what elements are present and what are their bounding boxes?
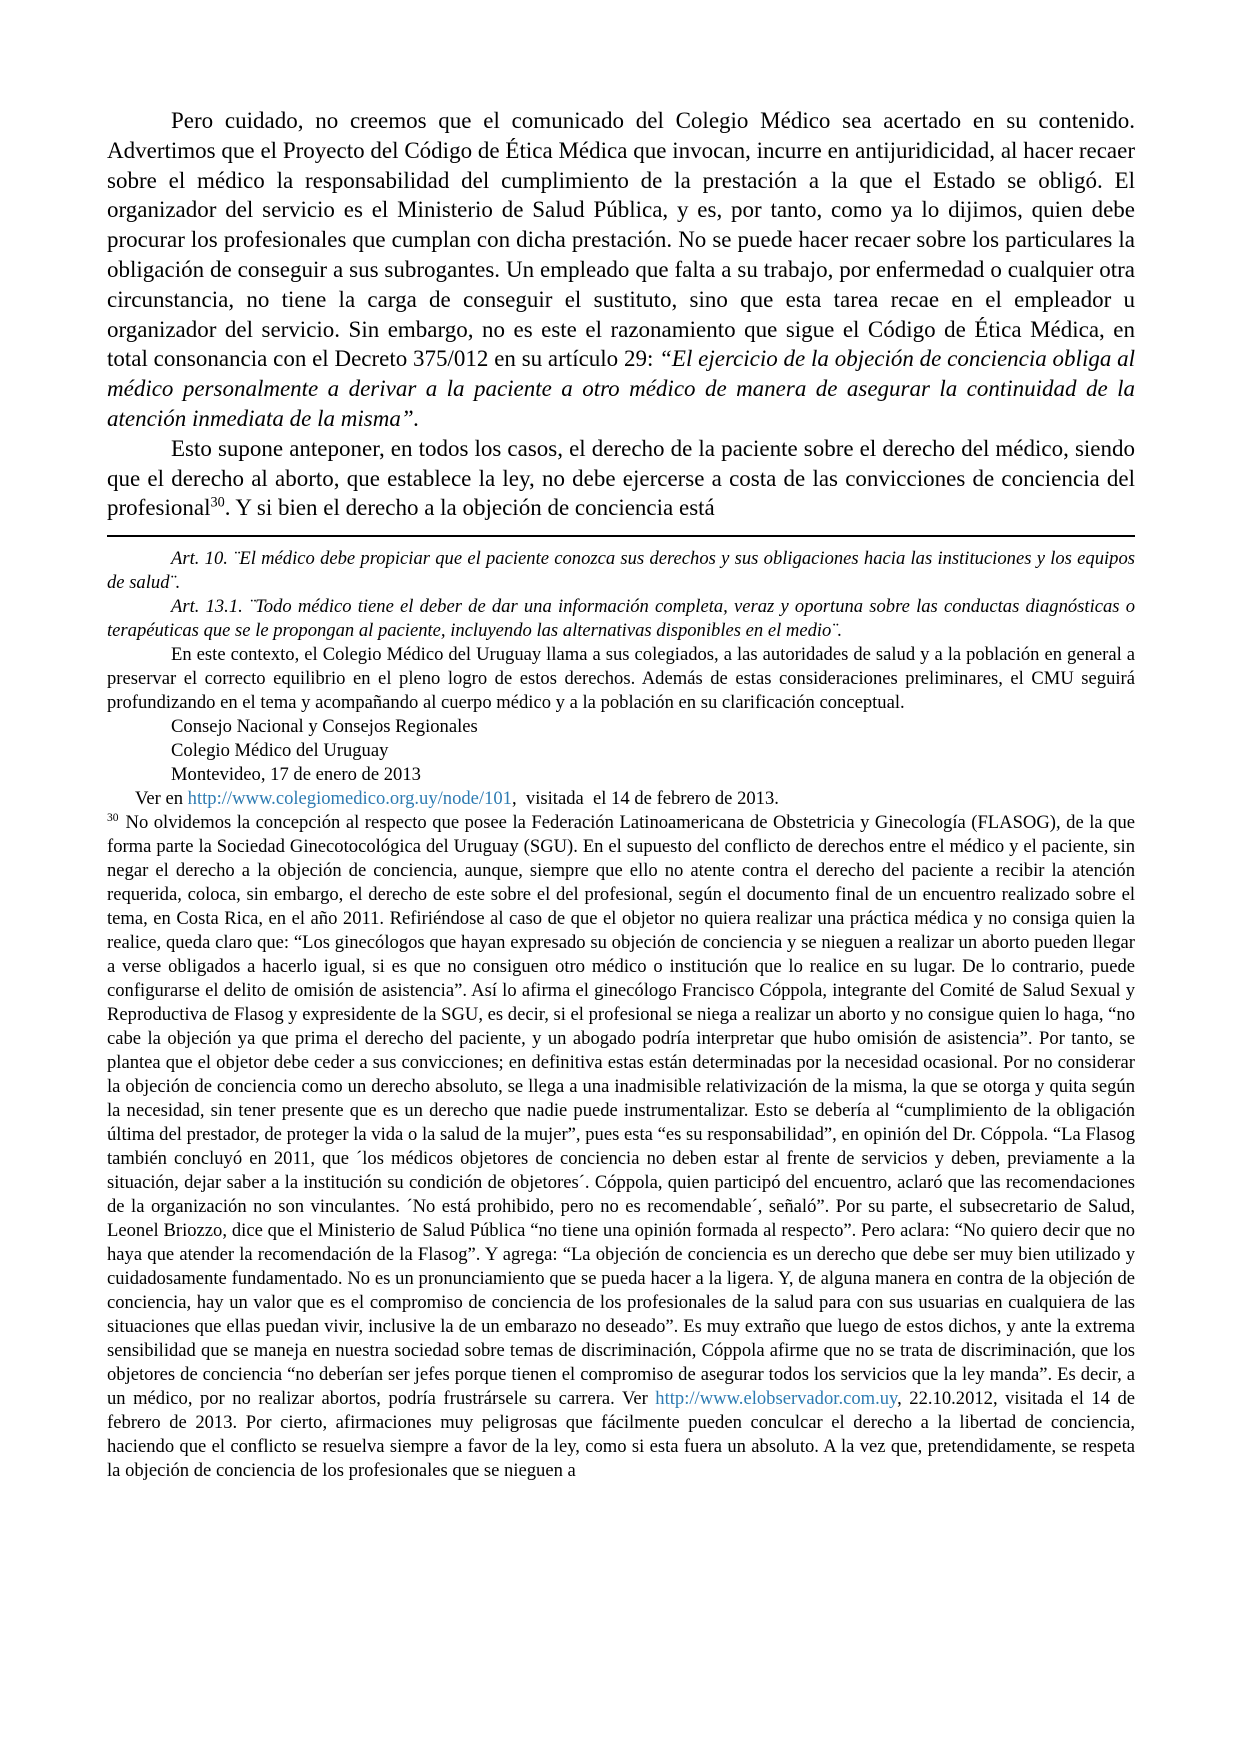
footnote-source-line	[107, 787, 1135, 811]
footnotes-section	[107, 547, 1135, 1483]
footnote-30-text-after: , 22.10.2012, visitada el 14 de febrero de 2013. Por cierto, afirmaciones muy peligrosas que fácilmente pueden conculcar el derecho a la libertad de conciencia, haciendo que el conflicto se resuelva siempre a favor de la ley, como si esta fuera un absoluto. A la vez que, pretendidamente, se respeta la objeción de conciencia de los profesionales que se nieguen a	[107, 1388, 1136, 1482]
footnote-30-text: No olvidemos la concepción al respecto que posee la Federación Latinoamericana de Obstetricia y Ginecología (FLASOG), de la que forma parte la Sociedad Ginecotocológica del Uruguay (SGU). En el supuesto del conflicto de derechos entre el médico y el paciente, sin negar el derecho a la objeción de conciencia, aunque, siempre que ello no atente contra el derecho del paciente a recibir la atención requerida, coloca, sin embargo, el derecho de este sobre el del profesional, según el documento final de un encuentro realizado sobre el tema, en Costa Rica, en el año 2011. Refiriéndose al caso de que el objetor no quiera realizar una práctica médica y no consiga quien la realice, queda claro que: “Los ginecólogos que hayan expresado su objeción de conciencia y se nieguen a realizar un aborto pueden llegar a verse obligados a hacerlo igual, si es que no consiguen otro médico o institución que lo realice en su lugar. De lo contrario, puede configurarse el delito de omisión de asistencia”. Así lo afirma el ginecólogo Francisco Cóppola, integrante del Comité de Salud Sexual y Reproductiva de Flasog y expresidente de la SGU, es decir, si el profesional se niega a realizar un aborto y no consigue quien lo haga, “no cabe la objeción ya que prima el derecho del paciente, y un abogado podría interpretar que hubo omisión de asistencia”. Por tanto, se plantea que el objetor debe ceder a sus convicciones; en definitiva estas están determinadas por la necesidad ocasional. Por no considerar la objeción de conciencia como un derecho absoluto, se llega a una inadmisible relativización de la misma, la que se otorga y quita según la necesidad, sin tener presente que es un derecho que nadie puede instrumentalizar. Esto se debería al “cumplimiento de la obligación última del prestador, de proteger la vida o la salud de la mujer”, pues esta “es su responsabilidad”, en opinión del Dr. Cóppola. “La Flasog también concluyó en 2011, que ´los médicos objetores de conciencia no deben estar al frente de servicios y deben, previamente a la situación, dejar saber a la institución su condición de objetores´. Cóppola, quien participó del encuentro, aclaró que las recomendaciones de la organización no son vinculantes. ´No está prohibido, pero no es recomendable´, señaló”. Por su parte, el subsecretario de Salud, Leonel Briozzo, dice que el Ministerio de Salud Pública “no tiene una opinión formada al respecto”. Pero aclara: “No quiero decir que no haya que atender la recomendación de la Flasog”. Y agrega: “La objeción de conciencia es un derecho que debe ser muy bien utilizado y cuidadosamente fundamentado. No es un pronunciamiento que se pueda hacer a la ligera. Y, de alguna manera en contra de la objeción de conciencia, hay un valor que es el compromiso de conciencia de los profesionales de la salud para con sus usuarias en cualquiera de las situaciones que ellas puedan vivir, inclusive la de un embarazo no deseado”. Es muy extraño que luego de estos dichos, y ante la extrema sensibilidad que se maneja en nuestra sociedad sobre temas de discriminación, Cóppola afirme que no se trata de discriminación, que los objetores de conciencia “no deberían ser jefes porque tienen el compromiso de asegurar todos los servicios que la ley manda”. Es decir, a un médico, por no realizar abortos, podría frustrársele su carrera. Ver	[107, 812, 1135, 1410]
footnote-30-marker: 30	[107, 811, 119, 824]
body-paragraph-1	[107, 106, 1135, 434]
decree-article-29-quote: “El ejercicio de la objeción de conciencia obliga al médico personalmente a derivar a la paciente a otro médico de manera de asegurar la continuidad de la atención inmediata de la misma”.	[107, 346, 1135, 431]
footnote-signature-colegio: Colegio Médico del Uruguay	[171, 740, 389, 762]
elobservador-url-link[interactable]: http://www.elobservador.com.uy	[655, 1388, 898, 1410]
footnote-30	[107, 811, 1135, 1483]
body-paragraph-2-text: Esto supone anteponer, en todos los casos, el derecho de la paciente sobre el derecho del médico, siendo que el derecho al aborto, que establece la ley, no debe ejercerse a costa de las convicciones de conciencia del profesional	[107, 435, 1135, 521]
body-paragraph-1-text: Pero cuidado, no creemos que el comunicado del Colegio Médico sea acertado en su contenido. Advertimos que el Proyecto del Código de Ética Médica que invocan, incurre en antijuridicidad, al hacer recaer sobre el médico la responsabilidad del cumplimiento de la prestación a la que el Estado se obligó. El organizador del servicio es el Ministerio de Salud Pública, y es, por tanto, como ya lo dijimos, quien debe procurar los profesionales que cumplan con dicha prestación. No se puede hacer recaer sobre los particulares la obligación de conseguir a sus subrogantes. Un empleado que falta a su trabajo, por enfermedad o cualquier otra circunstancia, no tiene la carga de conseguir el sustituto, sino que esta tarea recae en el empleador u organizador del servicio. Sin embargo, no es este el razonamiento que sigue el Código de Ética Médica, en total consonancia con el Decreto 375/012 en su artículo 29:	[107, 108, 1135, 372]
footnote-signature-montevideo: Montevideo, 17 de enero de 2013	[171, 764, 421, 786]
footnote-separator	[107, 535, 1135, 537]
body-paragraph-2	[107, 434, 1135, 523]
footnote-source-prefix: Ver en	[135, 788, 188, 810]
main-body-text	[107, 106, 1135, 523]
footnote-art-13-1: Art. 13.1. ¨Todo médico tiene el deber de dar una información completa, veraz y oportuna sobre las conductas diagnósticas o terapéuticas que se le propongan al paciente, incluyendo las alternativas disponibles en el medio¨.	[107, 596, 1135, 642]
footnote-reference-30: 30	[210, 494, 225, 511]
body-paragraph-2-text-after: . Y si bien el derecho a la objeción de conciencia está	[224, 495, 715, 521]
footnote-source-suffix: , visitada el 14 de febrero de 2013.	[511, 788, 779, 810]
footnote-art-10: Art. 10. ¨El médico debe propiciar que el paciente conozca sus derechos y sus obligaciones hacia las instituciones y los equipos de salud¨.	[107, 548, 1135, 594]
colegiomedico-url-link[interactable]: http://www.colegiomedico.org.uy/node/101	[187, 788, 512, 810]
footnote-cmu-statement: En este contexto, el Colegio Médico del Uruguay llama a sus colegiados, a las autoridades de salud y a la población en general a preservar el correcto equilibrio en el pleno logro de estos derechos. Además de estas consideraciones preliminares, el CMU seguirá profundizando en el tema y acompañando al cuerpo médico y a la población en su clarificación conceptual.	[107, 644, 1135, 714]
footnote-signature-consejo: Consejo Nacional y Consejos Regionales	[171, 716, 478, 738]
